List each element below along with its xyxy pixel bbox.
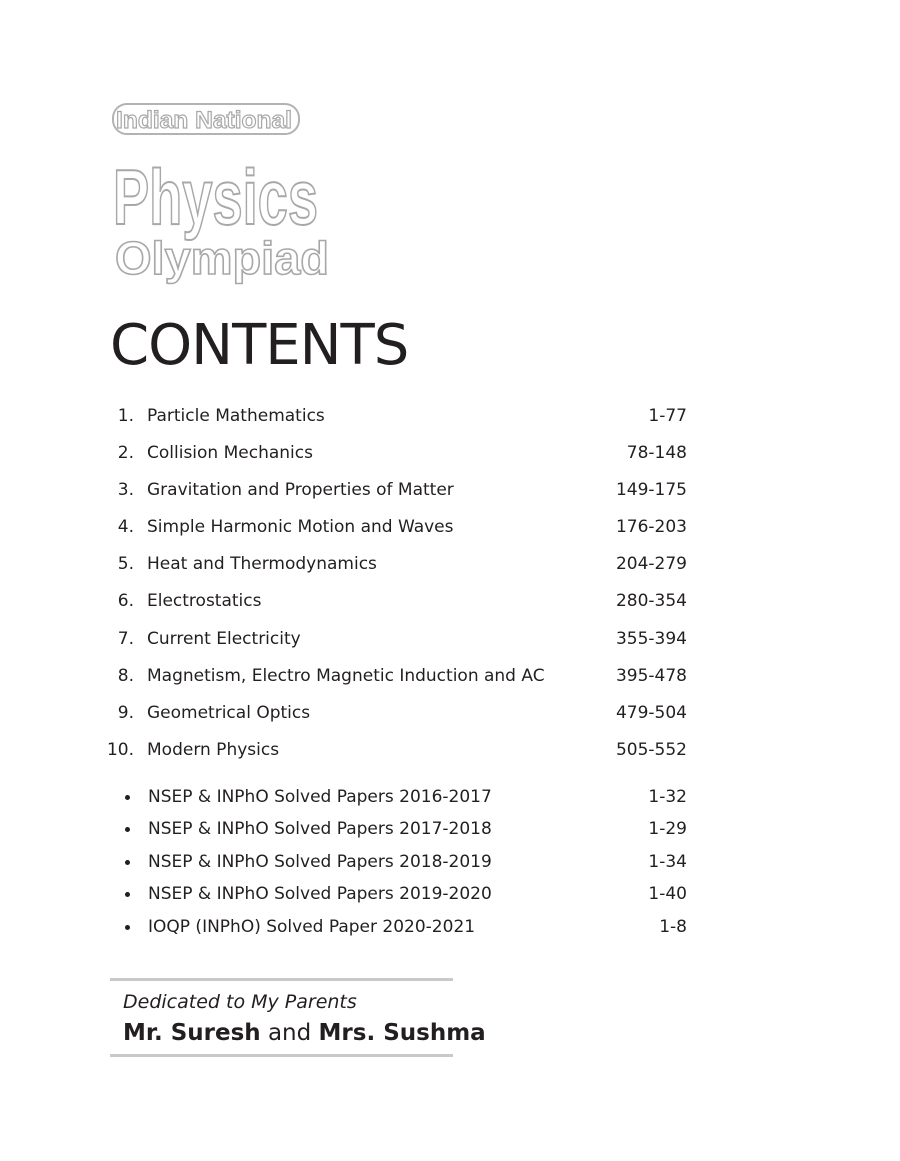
paper-pages: 1-32: [648, 787, 687, 807]
chapter-number: 6.: [117, 591, 134, 611]
chapter-pages: 280-354: [615, 591, 687, 611]
chapter-row: [0, 440, 900, 466]
chapter-pages: 204-279: [615, 554, 687, 574]
chapter-row: [0, 477, 900, 503]
chapter-pages: 395-478: [615, 666, 687, 686]
bullet-icon: [125, 925, 130, 930]
chapter-row: [0, 737, 900, 763]
chapter-number: 7.: [117, 629, 134, 649]
chapter-row: [0, 403, 900, 429]
paper-title: NSEP & INPhO Solved Papers 2018-2019: [148, 852, 492, 872]
indian-national-physics-olympiad-logo: [112, 100, 352, 290]
chapter-title: Magnetism, Electro Magnetic Induction and AC: [147, 666, 545, 686]
chapter-title: Particle Mathematics: [147, 406, 325, 426]
paper-row: [0, 914, 900, 940]
paper-row: [0, 816, 900, 842]
chapter-pages: 176-203: [615, 517, 687, 537]
dedication-top-rule: [110, 978, 453, 981]
chapter-pages: 1-77: [648, 406, 687, 426]
chapter-number: 3.: [117, 480, 134, 500]
chapter-number: 8.: [117, 666, 134, 686]
chapter-row: [0, 626, 900, 652]
chapter-number: 9.: [117, 703, 134, 723]
chapter-title: Simple Harmonic Motion and Waves: [147, 517, 454, 537]
chapter-title: Geometrical Optics: [147, 703, 311, 723]
chapter-pages: 355-394: [615, 629, 687, 649]
chapter-pages: 479-504: [615, 703, 687, 723]
chapter-row: [0, 514, 900, 540]
paper-pages: 1-40: [648, 884, 687, 904]
logo-line-2: Physics: [113, 153, 318, 241]
logo-line-3: Olympiad: [115, 232, 329, 284]
chapter-row: [0, 663, 900, 689]
chapter-row: [0, 588, 900, 614]
chapter-title: Current Electricity: [147, 629, 301, 649]
chapter-pages: 505-552: [615, 740, 687, 760]
paper-pages: 1-29: [648, 819, 687, 839]
chapter-title: Modern Physics: [147, 740, 280, 760]
chapter-title: Collision Mechanics: [147, 443, 313, 463]
chapter-title: Gravitation and Properties of Matter: [147, 480, 454, 500]
chapter-number: 1.: [117, 406, 134, 426]
paper-title: IOQP (INPhO) Solved Paper 2020-2021: [148, 917, 476, 937]
paper-row: [0, 849, 900, 875]
dedication-line: Dedicated to My Parents: [123, 991, 357, 1013]
chapter-number: 4.: [117, 517, 134, 537]
chapter-number: 10.: [106, 740, 134, 760]
dedication-bottom-rule: [110, 1054, 453, 1057]
paper-row: [0, 784, 900, 810]
bullet-icon: [125, 827, 130, 832]
bullet-icon: [125, 892, 130, 897]
chapter-pages: 78-148: [626, 443, 687, 463]
logo-line-1: Indian National: [116, 107, 292, 134]
chapter-row: [0, 700, 900, 726]
chapter-title: Electrostatics: [147, 591, 262, 611]
bullet-icon: [125, 860, 130, 865]
dedication-name-father: Mr. Suresh: [123, 1020, 261, 1046]
dedication-names: [123, 1019, 486, 1047]
chapter-number: 2.: [117, 443, 134, 463]
chapter-row: [0, 551, 900, 577]
contents-heading: CONTENTS: [110, 313, 409, 378]
paper-pages: 1-34: [648, 852, 687, 872]
paper-title: NSEP & INPhO Solved Papers 2017-2018: [148, 819, 492, 839]
paper-title: NSEP & INPhO Solved Papers 2016-2017: [148, 787, 492, 807]
paper-pages: 1-8: [659, 917, 687, 937]
bullet-icon: [125, 795, 130, 800]
dedication-name-mother: Mrs. Sushma: [318, 1020, 486, 1046]
dedication-box: [110, 978, 486, 1058]
chapter-pages: 149-175: [615, 480, 687, 500]
chapter-title: Heat and Thermodynamics: [147, 554, 377, 574]
paper-row: [0, 881, 900, 907]
chapter-number: 5.: [117, 554, 134, 574]
dedication-connector: and: [267, 1020, 312, 1046]
paper-title: NSEP & INPhO Solved Papers 2019-2020: [148, 884, 492, 904]
